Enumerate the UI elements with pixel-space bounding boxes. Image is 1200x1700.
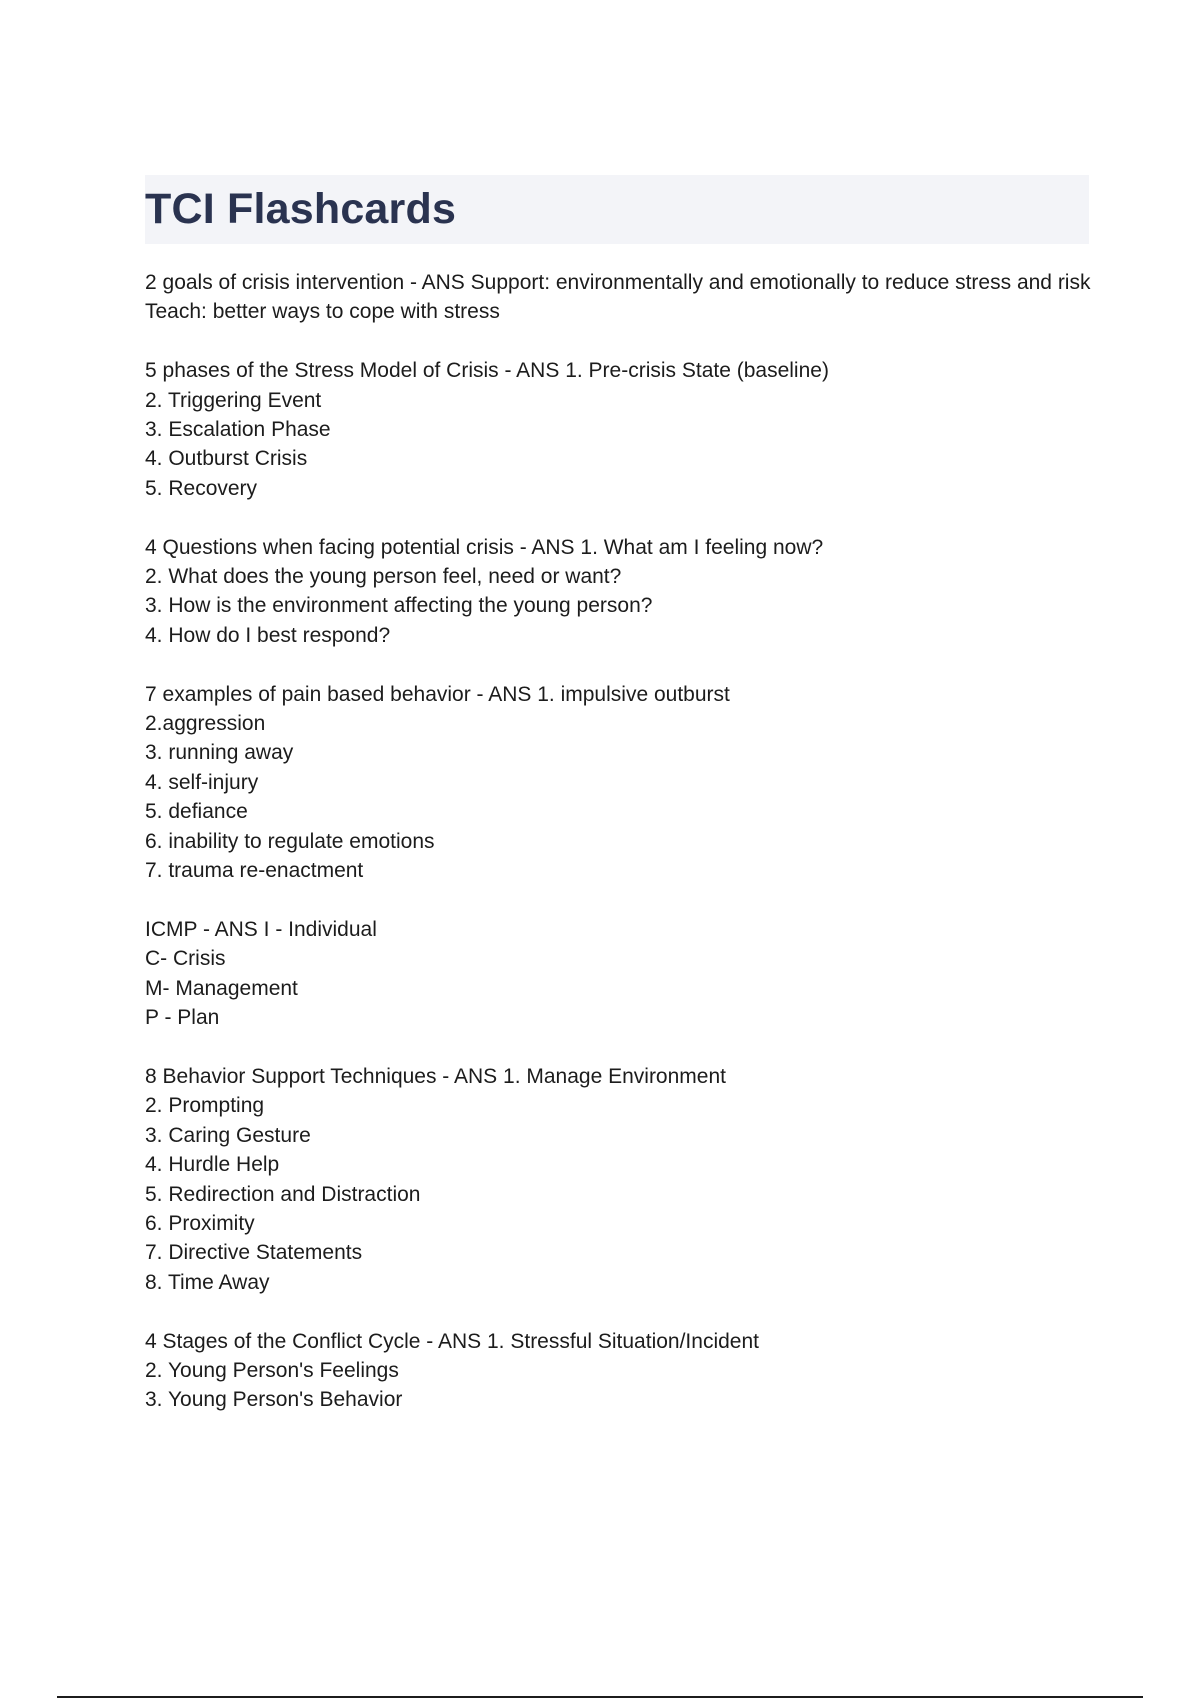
flashcard-answer-line: 8. Time Away [145,1270,270,1294]
flashcard-question: 8 Behavior Support Techniques - ANS [145,1064,498,1088]
flashcard-question: ICMP - ANS [145,917,258,941]
flashcard-answer-line: Teach: better ways to cope with stress [145,300,500,324]
flashcard-answer-line: I - Individual [263,917,377,941]
flashcard-answer-line: 1. impulsive outburst [537,682,730,706]
flashcard-first-line [145,915,1089,944]
flashcard-answer-line: 1. Pre-crisis State (baseline) [565,359,829,383]
flashcard-answer-line: 2. Prompting [145,1094,265,1118]
flashcard [145,680,1089,886]
flashcard-answer-line: 2.aggression [145,712,266,736]
flashcard-answer-line: 3. How is the environment affecting the young person? [145,594,653,618]
flashcard-question: 4 Stages of the Conflict Cycle - ANS [145,1329,482,1353]
flashcard [145,915,1089,1033]
flashcard-first-line [145,533,1089,562]
flashcard-answer-line: 1. What am I feeling now? [580,535,824,559]
flashcard-answer-line: 7. Directive Statements [145,1241,363,1265]
flashcard-answer-line: M- Management [145,976,298,1000]
flashcard-answer-line: P - Plan [145,1006,220,1030]
title-band [145,175,1089,244]
flashcard-answer-line: 3. Caring Gesture [145,1123,311,1147]
flashcard [145,533,1089,651]
footer-divider [57,1696,1143,1698]
flashcard-answer-line: 1. Stressful Situation/Incident [487,1329,759,1353]
flashcard-answer-line: 1. Manage Environment [503,1064,726,1088]
flashcard [145,1327,1089,1415]
flashcard-answer-line: 2. Triggering Event [145,388,322,412]
flashcard-answer-line: 4. self-injury [145,770,259,794]
flashcard [145,268,1089,327]
flashcard-first-line [145,356,1089,385]
flashcard-answer-line: 5. Redirection and Distraction [145,1182,421,1206]
flashcard-answer-line: 5. defiance [145,800,248,824]
flashcard-answer-line: Support: environmentally and emotionally to reduce stress and risk [470,271,1091,294]
flashcard-first-line [145,268,1089,297]
flashcard-answer-line: 2. Young Person's Feelings [145,1358,399,1382]
flashcard-list [145,268,1089,1444]
flashcard-answer-line: 7. trauma re-enactment [145,859,364,883]
flashcard-first-line [145,1062,1089,1091]
flashcard-question: 7 examples of pain based behavior - ANS [145,682,532,706]
flashcard-first-line [145,1327,1089,1356]
flashcard [145,356,1089,503]
flashcard [145,1062,1089,1297]
flashcard-question: 5 phases of the Stress Model of Crisis - ANS [145,359,560,383]
flashcard-answer-line: 4. How do I best respond? [145,623,391,647]
flashcard-answer-line: 3. running away [145,741,294,765]
flashcard-answer-line: 3. Young Person's Behavior [145,1388,403,1412]
flashcard-answer-line: 2. What does the young person feel, need or want? [145,565,622,589]
flashcard-answer-line: 4. Outburst Crisis [145,447,308,471]
flashcard-answer-line: 4. Hurdle Help [145,1153,280,1177]
flashcard-answer-line: C- Crisis [145,947,226,971]
flashcard-answer-line: 6. inability to regulate emotions [145,829,435,853]
page-title: TCI Flashcards [145,185,457,233]
flashcard-answer-line: 5. Recovery [145,476,258,500]
flashcard-first-line [145,680,1089,709]
flashcard-question: 2 goals of crisis intervention - ANS [145,271,465,294]
flashcard-question: 4 Questions when facing potential crisis - ANS [145,535,575,559]
flashcard-answer-line: 6. Proximity [145,1211,255,1235]
flashcard-answer-line: 3. Escalation Phase [145,418,331,442]
